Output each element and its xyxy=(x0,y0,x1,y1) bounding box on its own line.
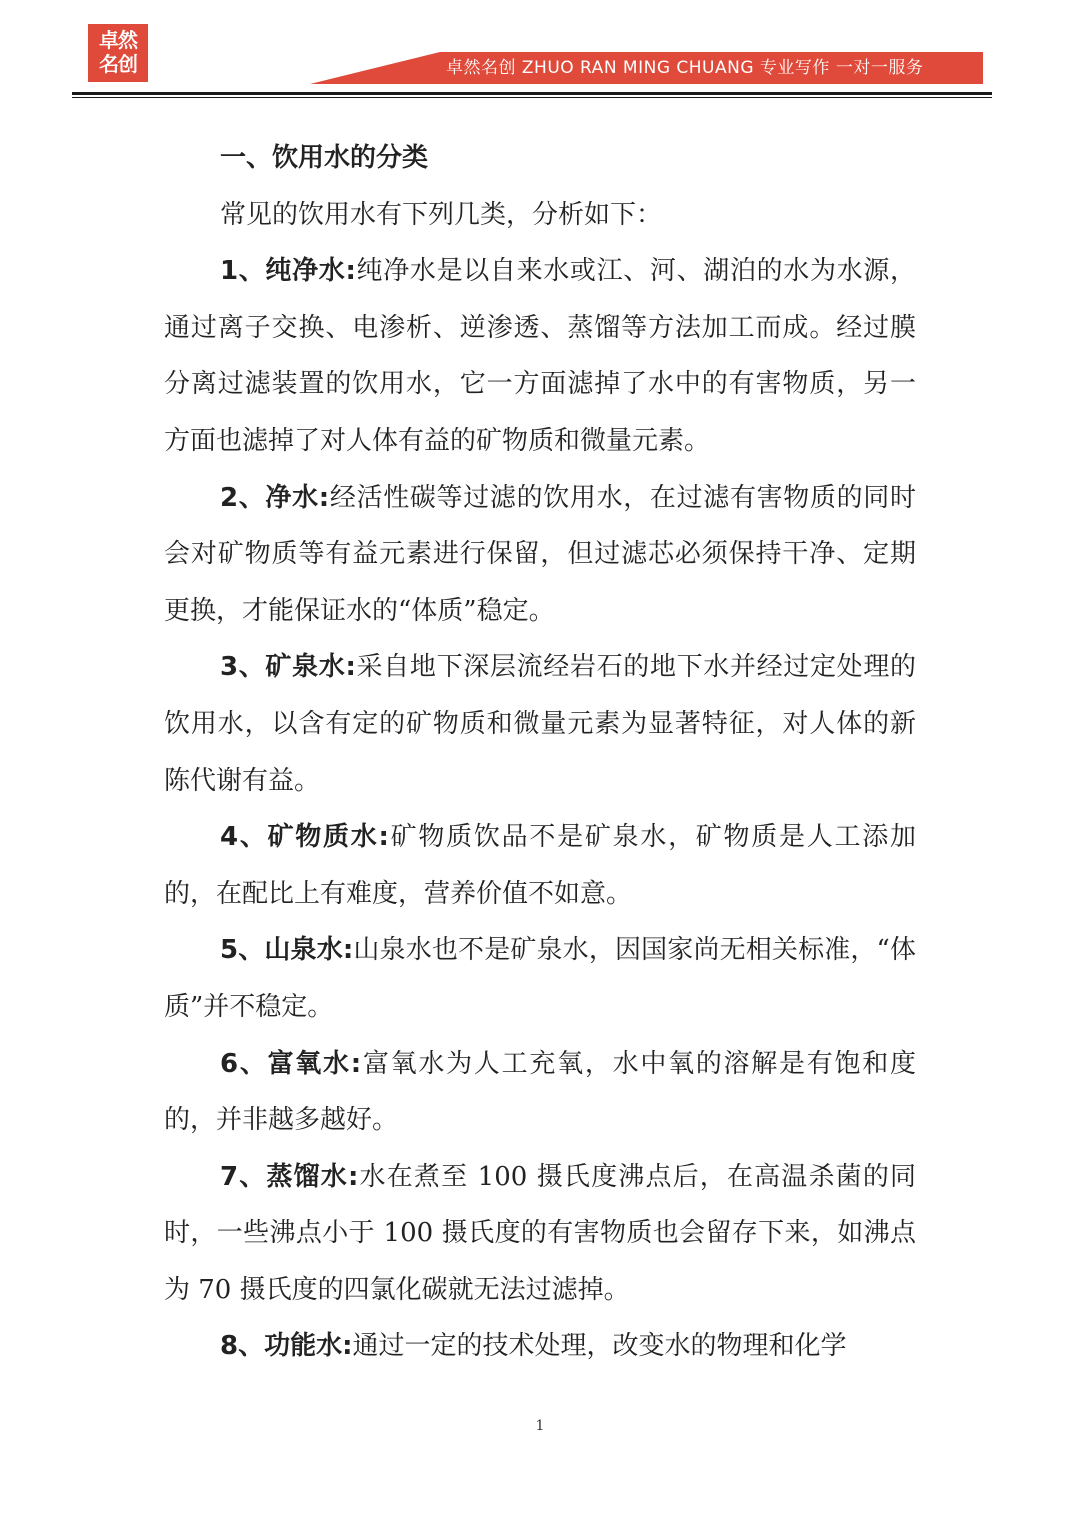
banner-text: 卓然名创 ZHUO RAN MING CHUANG 专业写作 一对一服务 xyxy=(446,58,924,78)
document-body xyxy=(164,130,916,1375)
item-text: 矿物质饮品不是矿泉水，矿物质是人工添加的，在配比上有难度，营养价值不如意。 xyxy=(164,822,916,909)
page-number: 1 xyxy=(535,1418,545,1434)
header-divider-thin xyxy=(72,97,992,98)
item-label: 6、富氧水 xyxy=(220,1048,351,1079)
list-item: 4、矿物质水:矿物质饮品不是矿泉水，矿物质是人工添加的，在配比上有难度，营养价值不如意。 xyxy=(164,822,916,909)
item-text: 富氧水为人工充氧，水中氧的溶解是有饱和度的，并非越多越好。 xyxy=(164,1048,916,1136)
item-text: 山泉水也不是矿泉水，因国家尚无相关标准，“体质”并不稳定。 xyxy=(164,935,916,1022)
list-item: 2、净水:经活性碳等过滤的饮用水，在过滤有害物质的同时会对矿物质等有益元素进行保留，但过滤芯必须保持干净、定期更换，才能保证水的“体质”稳定。 xyxy=(164,482,916,626)
list-item: 5、山泉水:山泉水也不是矿泉水，因国家尚无相关标准，“体质”并不稳定。 xyxy=(164,935,916,1022)
list-item: 1、纯净水:纯净水是以自来水或江、河、湖泊的水为水源，通过离子交换、电渗析、逆渗透、蒸馏等方法加工而成。经过膜分离过滤装置的饮用水，它一方面滤掉了水中的有害物质，另一方面也滤掉了对人体有益的矿物质和微量元素。 xyxy=(164,256,916,456)
item-label: 5、山泉水 xyxy=(220,935,343,966)
brand-logo xyxy=(88,24,148,82)
item-label: 8、功能水 xyxy=(220,1331,343,1362)
item-label: 4、矿物质水 xyxy=(220,822,379,853)
list-item: 3、矿泉水:采自地下深层流经岩石的地下水并经过定处理的饮用水，以含有定的矿物质和微量元素为显著特征，对人体的新陈代谢有益。 xyxy=(164,652,916,796)
list-item: 8、功能水:通过一定的技术处理，改变水的物理和化学 xyxy=(220,1331,847,1362)
item-text: 经活性碳等过滤的饮用水，在过滤有害物质的同时会对矿物质等有益元素进行保留，但过滤芯必须保持干净、定期更换，才能保证水的“体质”稳定。 xyxy=(164,482,916,626)
intro-paragraph: 常见的饮用水有下列几类，分析如下： xyxy=(220,199,663,230)
list-item: 7、蒸馏水:水在煮至 100 摄氏度沸点后，在高温杀菌的同时，一些沸点小于 100 摄氏度的有害物质也会留存下来，如沸点为 70 摄氏度的四氯化碳就无法过滤掉。 xyxy=(164,1161,917,1305)
item-text: 采自地下深层流经岩石的地下水并经过定处理的饮用水，以含有定的矿物质和微量元素为显著特征，对人体的新陈代谢有益。 xyxy=(164,652,916,796)
item-label: 3、矿泉水 xyxy=(220,652,346,683)
header-banner xyxy=(310,52,983,84)
logo-line-1: 卓然 xyxy=(99,28,137,52)
header-divider xyxy=(72,92,992,95)
logo-line-2: 名创 xyxy=(99,52,137,76)
item-label: 1、纯净水 xyxy=(220,256,346,287)
item-label: 2、净水 xyxy=(220,482,319,513)
item-label: 7、蒸馏水 xyxy=(220,1161,348,1192)
item-text: 水在煮至 100 摄氏度沸点后，在高温杀菌的同时，一些沸点小于 100 摄氏度的有害物质也会留存下来，如沸点为 70 摄氏度的四氯化碳就无法过滤掉。 xyxy=(164,1161,917,1305)
item-text: 通过一定的技术处理，改变水的物理和化学 xyxy=(352,1331,847,1362)
item-text: 纯净水是以自来水或江、河、湖泊的水为水源，通过离子交换、电渗析、逆渗透、蒸馏等方法加工而成。经过膜分离过滤装置的饮用水，它一方面滤掉了水中的有害物质，另一方面也滤掉了对人体有益的矿物质和微量元素。 xyxy=(164,256,916,456)
section-heading: 一、饮用水的分类 xyxy=(220,143,429,173)
list-item: 6、富氧水:富氧水为人工充氧，水中氧的溶解是有饱和度的，并非越多越好。 xyxy=(164,1048,916,1136)
